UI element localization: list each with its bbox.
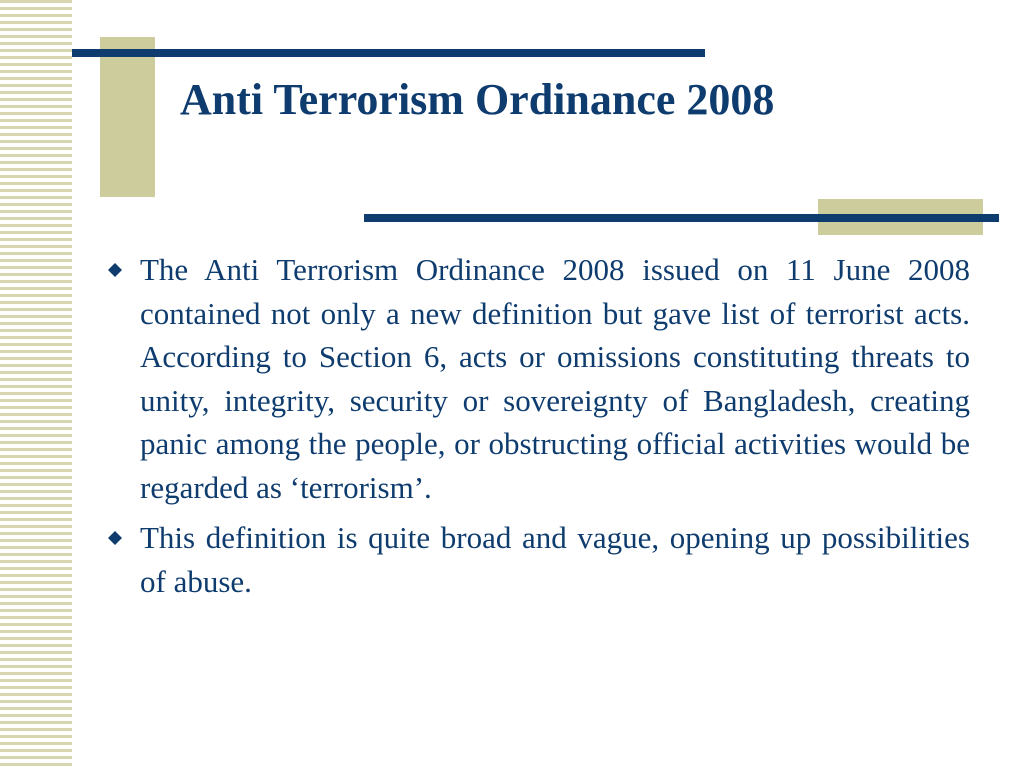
- bullet-text: This definition is quite broad and vague, opening up possibilities of abuse.: [140, 520, 970, 599]
- bullet-item: [106, 248, 970, 509]
- accent-block-top: [100, 37, 155, 197]
- diamond-bullet-icon: [106, 248, 140, 292]
- slide-title: Anti Terrorism Ordinance 2008: [180, 75, 775, 124]
- title-rule-bottom: [364, 214, 999, 222]
- bullet-item: [106, 516, 970, 603]
- diamond-bullet-icon: [106, 516, 140, 560]
- bullet-list: [106, 248, 970, 610]
- decorative-stripe-band: [0, 0, 72, 768]
- bullet-text: The Anti Terrorism Ordinance 2008 issued on 11 June 2008 contained not only a new definition but gave list of terrorist acts. According to Section 6, acts or omissions constituting threats to unity, integrity, security or sovereignty of Bangladesh, creating panic among the people, or obstructing official activities would be regarded as ‘terrorism’.: [140, 252, 970, 505]
- title-rule-top: [72, 49, 705, 57]
